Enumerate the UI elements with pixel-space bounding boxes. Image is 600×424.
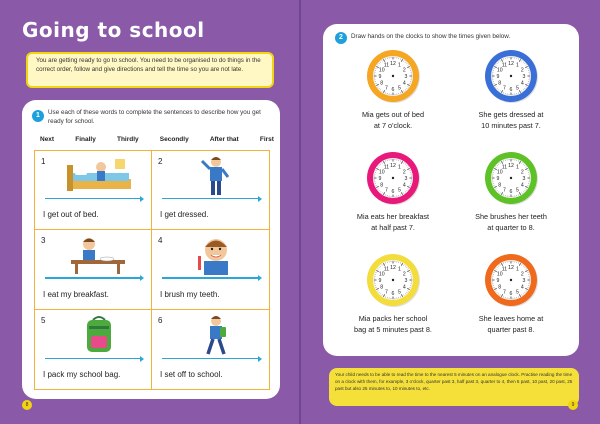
cell-number: 5	[41, 315, 46, 325]
cell-caption: I eat my breakfast.	[43, 289, 109, 299]
svg-text:1: 1	[516, 62, 519, 69]
svg-text:3: 3	[522, 278, 526, 284]
svg-text:11: 11	[501, 164, 508, 171]
clock-caption-line: 10 minutes past 7.	[481, 120, 541, 130]
svg-text:5: 5	[398, 187, 401, 194]
svg-text:7: 7	[503, 289, 506, 296]
svg-text:4: 4	[520, 80, 524, 87]
svg-text:10: 10	[378, 67, 385, 74]
clock-item-1	[333, 48, 453, 131]
svg-text:9: 9	[496, 176, 500, 182]
svg-text:5: 5	[398, 85, 401, 92]
svg-text:3: 3	[404, 278, 408, 284]
task2-number-badge: 2	[335, 32, 347, 44]
svg-text:4: 4	[520, 182, 524, 189]
cell-number: 2	[158, 157, 163, 166]
svg-text:3: 3	[522, 176, 526, 182]
svg-text:2: 2	[520, 169, 524, 176]
clock-face-icon[interactable]	[483, 48, 539, 104]
svg-text:4: 4	[402, 80, 406, 87]
cell-caption: I get out of bed.	[43, 210, 99, 220]
walking-boy-icon	[180, 314, 252, 356]
clock-caption-line: She gets dressed at	[478, 110, 544, 119]
svg-text:4: 4	[402, 182, 406, 189]
svg-text:6: 6	[391, 189, 395, 195]
task2-instruction: Draw hands on the clocks to show the times given below.	[351, 33, 511, 40]
svg-text:2: 2	[520, 67, 524, 74]
cell-caption: I brush my teeth.	[160, 289, 220, 299]
svg-text:9: 9	[496, 74, 500, 80]
clock-caption-line: at 7 o'clock.	[373, 120, 413, 130]
svg-text:6: 6	[509, 87, 513, 93]
svg-text:12: 12	[508, 61, 514, 67]
page-title: Going to school	[22, 18, 205, 42]
clock-face-icon[interactable]	[365, 252, 421, 308]
svg-text:7: 7	[503, 85, 506, 92]
svg-text:5: 5	[516, 85, 519, 92]
word-bank-item: Finally	[75, 136, 96, 143]
page-number: 8	[22, 400, 32, 410]
bed-icon	[63, 155, 135, 197]
cell-number: 6	[158, 315, 163, 325]
svg-text:8: 8	[380, 182, 384, 189]
word-bank-item: Next	[40, 136, 55, 143]
svg-text:2: 2	[520, 271, 524, 278]
sentence-cell-2	[152, 151, 269, 230]
svg-text:8: 8	[380, 80, 384, 87]
clock-face-icon[interactable]	[365, 150, 421, 206]
sentence-cell-3	[35, 230, 152, 309]
svg-text:3: 3	[522, 74, 526, 80]
svg-text:11: 11	[501, 62, 508, 69]
svg-text:7: 7	[503, 187, 506, 194]
cell-number: 4	[158, 236, 163, 246]
left-page	[0, 0, 299, 424]
clock-caption	[451, 314, 571, 335]
svg-text:2: 2	[402, 271, 406, 278]
clock-item-2	[451, 48, 571, 131]
clock-caption-line: Mia eats her breakfast	[356, 212, 430, 221]
cell-number: 1	[41, 157, 46, 166]
cell-caption: I get dressed.	[160, 210, 209, 220]
clock-face-icon[interactable]	[483, 150, 539, 206]
cell-caption: I set off to school.	[160, 370, 223, 379]
svg-text:9: 9	[496, 278, 500, 284]
svg-text:2: 2	[402, 67, 406, 74]
clock-caption	[451, 212, 571, 233]
clock-caption	[451, 110, 571, 131]
clock-item-6	[451, 252, 571, 335]
svg-text:11: 11	[501, 266, 508, 273]
clock-caption-line: quarter past 8.	[487, 324, 535, 334]
answer-line	[162, 358, 259, 360]
svg-text:6: 6	[391, 291, 395, 297]
svg-text:8: 8	[380, 284, 384, 291]
clock-caption	[333, 110, 453, 131]
svg-text:10: 10	[378, 169, 385, 176]
svg-text:5: 5	[398, 289, 401, 296]
clock-caption	[333, 314, 453, 335]
clock-face-icon[interactable]	[483, 252, 539, 308]
sentence-cell-5	[35, 310, 152, 389]
svg-text:9: 9	[378, 278, 382, 284]
svg-text:6: 6	[391, 87, 395, 93]
word-bank-item: After that	[209, 136, 239, 143]
word-bank-item: First	[259, 136, 274, 143]
svg-text:4: 4	[520, 284, 524, 291]
task2-card	[323, 24, 579, 356]
parent-note: Your child needs to be able to read the time to the nearest 5 minutes on an analogue clock. Practise reading the time on a clock with them, for example, 3 o'clock, quarter past 3, half past 3, quarter to 4, then 5 past, 10 past, 20 past, 25 past but also 25 minutes to, 10 minutes to, etc.	[329, 368, 579, 406]
svg-text:7: 7	[385, 85, 388, 92]
svg-text:3: 3	[404, 176, 408, 182]
answer-line	[45, 198, 141, 200]
sentence-grid	[34, 150, 270, 390]
word-bank-item: Thirdly	[116, 136, 139, 143]
svg-text:11: 11	[383, 266, 390, 273]
svg-text:6: 6	[509, 291, 513, 297]
clock-item-4	[451, 150, 571, 233]
svg-text:11: 11	[383, 164, 390, 171]
school-bag-icon	[63, 314, 135, 356]
boy-dressing-icon	[180, 155, 252, 197]
clock-caption-line: Mia gets out of bed	[361, 110, 425, 119]
svg-text:12: 12	[390, 265, 396, 271]
cell-number: 3	[41, 236, 46, 246]
clock-caption-line: at quarter to 8.	[487, 222, 535, 232]
svg-text:10: 10	[378, 271, 385, 278]
intro-box: You are getting ready to go to school. You need to be organised to do things in the correct order, follow and give directions and tell the time so you are not late.	[26, 52, 274, 88]
breakfast-icon	[63, 234, 135, 276]
clock-caption-line: bag at 5 minutes past 8.	[354, 324, 432, 334]
clock-caption-line: She brushes her teeth	[475, 212, 547, 221]
word-bank-item: Secondly	[159, 136, 189, 143]
svg-text:2: 2	[402, 169, 406, 176]
answer-line	[162, 277, 259, 279]
svg-text:12: 12	[508, 265, 514, 271]
answer-line	[45, 358, 141, 360]
clock-item-3	[333, 150, 453, 233]
clock-caption-line: She leaves home at	[478, 314, 544, 323]
svg-text:4: 4	[402, 284, 406, 291]
word-bank	[40, 136, 274, 143]
svg-text:7: 7	[385, 289, 388, 296]
svg-text:8: 8	[498, 284, 502, 291]
sentence-cell-1	[35, 151, 152, 230]
svg-text:11: 11	[383, 62, 390, 69]
svg-text:5: 5	[516, 289, 519, 296]
svg-text:12: 12	[390, 61, 396, 67]
svg-text:7: 7	[385, 187, 388, 194]
clock-face-icon[interactable]	[365, 48, 421, 104]
svg-text:10: 10	[496, 271, 503, 278]
task1-card	[22, 100, 280, 399]
svg-text:1: 1	[398, 164, 401, 171]
svg-text:6: 6	[509, 189, 513, 195]
clock-item-5	[333, 252, 453, 335]
svg-text:8: 8	[498, 80, 502, 87]
svg-text:10: 10	[496, 169, 503, 176]
svg-text:5: 5	[516, 187, 519, 194]
svg-text:10: 10	[496, 67, 503, 74]
toothbrush-icon	[180, 234, 252, 276]
svg-text:1: 1	[516, 266, 519, 273]
clock-caption-line: Mia packs her school	[358, 314, 428, 323]
sentence-cell-6	[152, 310, 269, 389]
svg-text:9: 9	[378, 74, 382, 80]
sentence-cell-4	[152, 230, 269, 309]
svg-text:9: 9	[378, 176, 382, 182]
svg-text:1: 1	[398, 62, 401, 69]
task1-instruction: Use each of these words to complete the sentences to describe how you get ready for school.	[48, 109, 261, 125]
cell-caption: I pack my school bag.	[43, 370, 121, 379]
task1-number-badge: 1	[32, 110, 44, 122]
page-number: 9	[568, 400, 578, 410]
svg-text:3: 3	[404, 74, 408, 80]
svg-text:1: 1	[398, 266, 401, 273]
answer-line	[45, 277, 141, 279]
clock-caption	[333, 212, 453, 233]
svg-text:12: 12	[390, 163, 396, 169]
svg-text:1: 1	[516, 164, 519, 171]
svg-text:12: 12	[508, 163, 514, 169]
svg-text:8: 8	[498, 182, 502, 189]
clock-caption-line: at half past 7.	[371, 222, 415, 232]
answer-line	[162, 198, 259, 200]
